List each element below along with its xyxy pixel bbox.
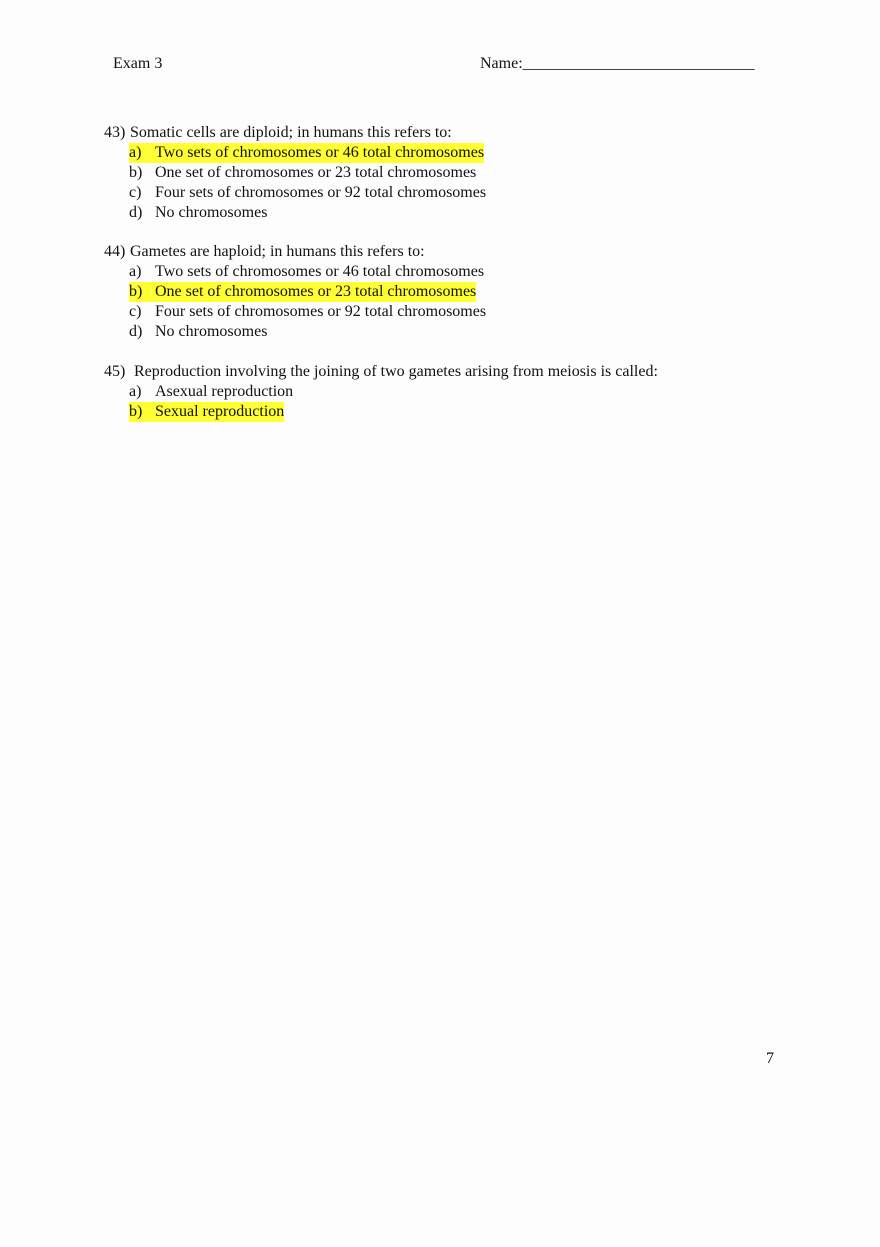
exam-title: Exam 3	[113, 55, 163, 72]
highlighted-answer	[129, 143, 484, 163]
option-letter: a)	[129, 383, 142, 400]
page-number: 7	[766, 1050, 774, 1067]
answer-option-b	[129, 402, 804, 422]
highlighted-answer	[129, 402, 284, 422]
answer-option-c	[129, 183, 804, 203]
option-text: No chromosomes	[155, 323, 268, 340]
question-44	[104, 242, 804, 342]
option-letter: d)	[129, 323, 143, 340]
option-text: Two sets of chromosomes or 46 total chromosomes	[155, 263, 485, 280]
question-number: 43)	[104, 124, 126, 141]
option-letter: a)	[129, 144, 142, 161]
option-text: One set of chromosomes or 23 total chromosomes	[155, 164, 477, 181]
answer-option-d	[129, 203, 804, 223]
option-letter: c)	[129, 303, 142, 320]
option-letter: c)	[129, 184, 142, 201]
answer-option-a	[129, 382, 804, 402]
option-text: Four sets of chromosomes or 92 total chromosomes	[155, 184, 487, 201]
option-text: One set of chromosomes or 23 total chromosomes	[155, 283, 477, 300]
answer-option-a	[129, 143, 804, 163]
question-number: 45)	[104, 363, 126, 380]
option-letter: b)	[129, 283, 143, 300]
question-text: Reproduction involving the joining of two gametes arising from meiosis is called:	[130, 363, 658, 380]
question-text: Somatic cells are diploid; in humans this refers to:	[130, 124, 452, 141]
answer-option-d	[129, 322, 804, 342]
question-45	[104, 362, 804, 422]
answer-option-c	[129, 302, 804, 322]
answer-option-b	[129, 163, 804, 183]
answer-option-a	[129, 262, 804, 282]
option-text: Two sets of chromosomes or 46 total chromosomes	[155, 144, 485, 161]
question-stem	[104, 242, 804, 262]
option-letter: b)	[129, 164, 143, 181]
option-text: No chromosomes	[155, 204, 268, 221]
name-field-label: Name:_____________________________	[480, 55, 755, 72]
answer-option-b	[129, 282, 804, 302]
question-text: Gametes are haploid; in humans this refers to:	[130, 243, 425, 260]
option-text: Sexual reproduction	[155, 403, 285, 420]
option-letter: a)	[129, 263, 142, 280]
option-letter: d)	[129, 204, 143, 221]
question-stem	[104, 123, 804, 143]
option-text: Four sets of chromosomes or 92 total chromosomes	[155, 303, 487, 320]
option-letter: b)	[129, 403, 143, 420]
question-stem	[104, 362, 804, 382]
question-number: 44)	[104, 243, 126, 260]
question-43	[104, 123, 804, 223]
option-text: Asexual reproduction	[155, 383, 294, 400]
highlighted-answer	[129, 282, 476, 302]
